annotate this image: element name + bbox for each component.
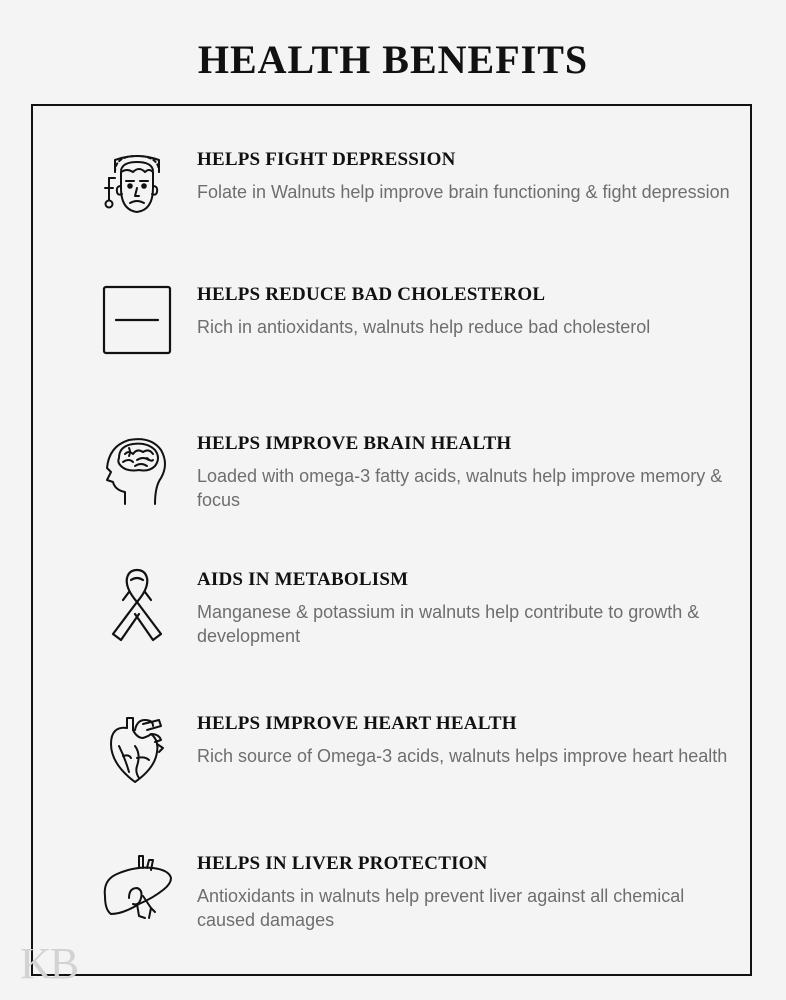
benefit-title: AIDS IN METABOLISM <box>197 569 409 590</box>
head-sensor-icon <box>99 148 175 224</box>
benefit-description: Folate in Walnuts help improve brain functioning & fight depression <box>197 182 730 202</box>
benefit-text <box>197 852 737 932</box>
benefit-description: Manganese & potassium in walnuts help contribute to growth & development <box>197 602 700 646</box>
benefit-text <box>197 712 737 768</box>
heart-organ-icon <box>99 712 175 788</box>
benefit-description: Rich in antioxidants, walnuts help reduce bad cholesterol <box>197 317 651 337</box>
brand-watermark: KB <box>20 939 78 988</box>
benefit-description: Rich source of Omega-3 acids, walnuts helps improve heart health <box>197 746 728 766</box>
benefit-text <box>197 432 737 512</box>
benefit-title: HELPS IN LIVER PROTECTION <box>197 853 488 874</box>
benefit-text <box>197 568 737 648</box>
liver-icon <box>99 852 175 928</box>
benefit-title: HELPS IMPROVE BRAIN HEALTH <box>197 433 512 454</box>
benefit-title: HELPS FIGHT DEPRESSION <box>197 149 456 170</box>
minus-square-icon <box>99 283 175 359</box>
benefits-panel <box>31 104 752 976</box>
benefit-text <box>197 283 737 339</box>
brain-head-icon <box>99 432 175 508</box>
benefit-text <box>197 148 737 204</box>
awareness-ribbon-icon <box>99 568 175 644</box>
benefit-title: HELPS IMPROVE HEART HEALTH <box>197 713 517 734</box>
benefit-description: Antioxidants in walnuts help prevent liver against all chemical caused damages <box>197 886 685 930</box>
benefit-description: Loaded with omega-3 fatty acids, walnuts help improve memory & focus <box>197 466 723 510</box>
benefit-title: HELPS REDUCE BAD CHOLESTEROL <box>197 284 546 305</box>
page-title: HEALTH BENEFITS <box>197 37 589 82</box>
